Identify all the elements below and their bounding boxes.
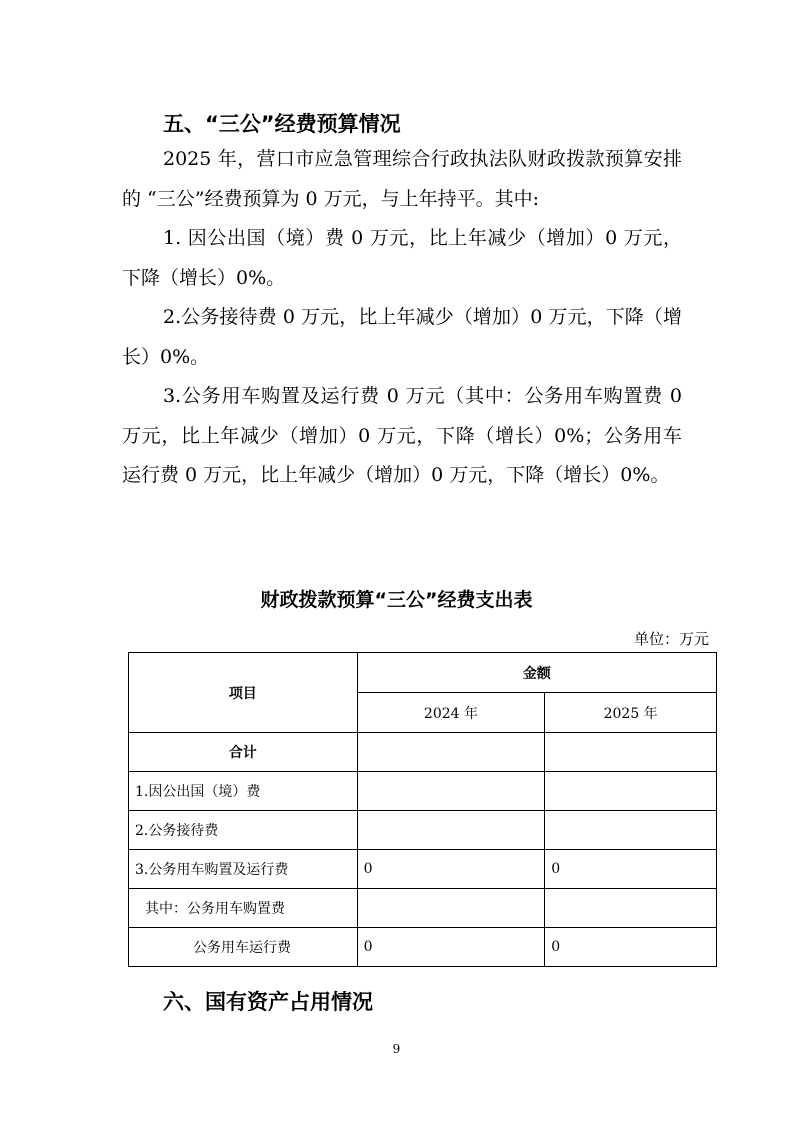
table-title: 财政拨款预算“三公”经费支出表 <box>260 589 533 611</box>
row-value-2025 <box>545 889 717 928</box>
row-value-2024: 0 <box>357 928 545 967</box>
row-value-2024: 0 <box>357 850 545 889</box>
header-item: 项目 <box>129 653 358 733</box>
table-row <box>129 772 717 811</box>
row-value-2024 <box>357 733 545 772</box>
row-value-2025 <box>545 733 717 772</box>
header-amount: 金额 <box>357 653 716 693</box>
table-unit: 单位：万元 <box>633 630 709 648</box>
section-six-heading: 六、国有资产占用情况 <box>163 990 373 1014</box>
header-year-2024: 2024 年 <box>357 693 545 733</box>
row-value-2024 <box>357 811 545 850</box>
page-number: 9 <box>392 1042 401 1056</box>
table-row <box>129 850 717 889</box>
table-row <box>129 889 717 928</box>
paragraph-overseas: 1. 因公出国（境）费 0 万元，比上年减少（增加）0 万元，下降（增长）0%。 <box>122 227 682 289</box>
row-label: 合计 <box>129 733 358 772</box>
header-year-2025: 2025 年 <box>545 693 717 733</box>
paragraph-summary: 2025 年，营口市应急管理综合行政执法队财政拨款预算安排的 “三公”经费预算为 0 万元，与上年持平。其中: <box>122 148 682 210</box>
row-label: 其中：公务用车购置费 <box>129 889 358 928</box>
table-row <box>129 811 717 850</box>
budget-table <box>128 652 717 967</box>
row-label: 2.公务接待费 <box>129 811 358 850</box>
row-value-2025 <box>545 772 717 811</box>
paragraph-reception: 2.公务接待费 0 万元，比上年减少（增加）0 万元，下降（增长）0%。 <box>122 306 682 368</box>
section-five-body <box>122 140 682 496</box>
row-value-2025: 0 <box>545 928 717 967</box>
paragraph-vehicles: 3.公务用车购置及运行费 0 万元（其中：公务用车购置费 0 万元，比上年减少（增加）0 万元，下降（增长）0%；公务用车运行费 0 万元，比上年减少（增加）0 万元，下降（增长）0%。 <box>122 385 682 486</box>
row-label: 1.因公出国（境）费 <box>129 772 358 811</box>
row-value-2024 <box>357 889 545 928</box>
row-value-2025 <box>545 811 717 850</box>
row-label: 公务用车运行费 <box>129 928 358 967</box>
section-five-heading: 五、“三公”经费预算情况 <box>163 112 401 136</box>
row-value-2025: 0 <box>545 850 717 889</box>
row-label: 3.公务用车购置及运行费 <box>129 850 358 889</box>
table-row <box>129 733 717 772</box>
table-row <box>129 928 717 967</box>
row-value-2024 <box>357 772 545 811</box>
